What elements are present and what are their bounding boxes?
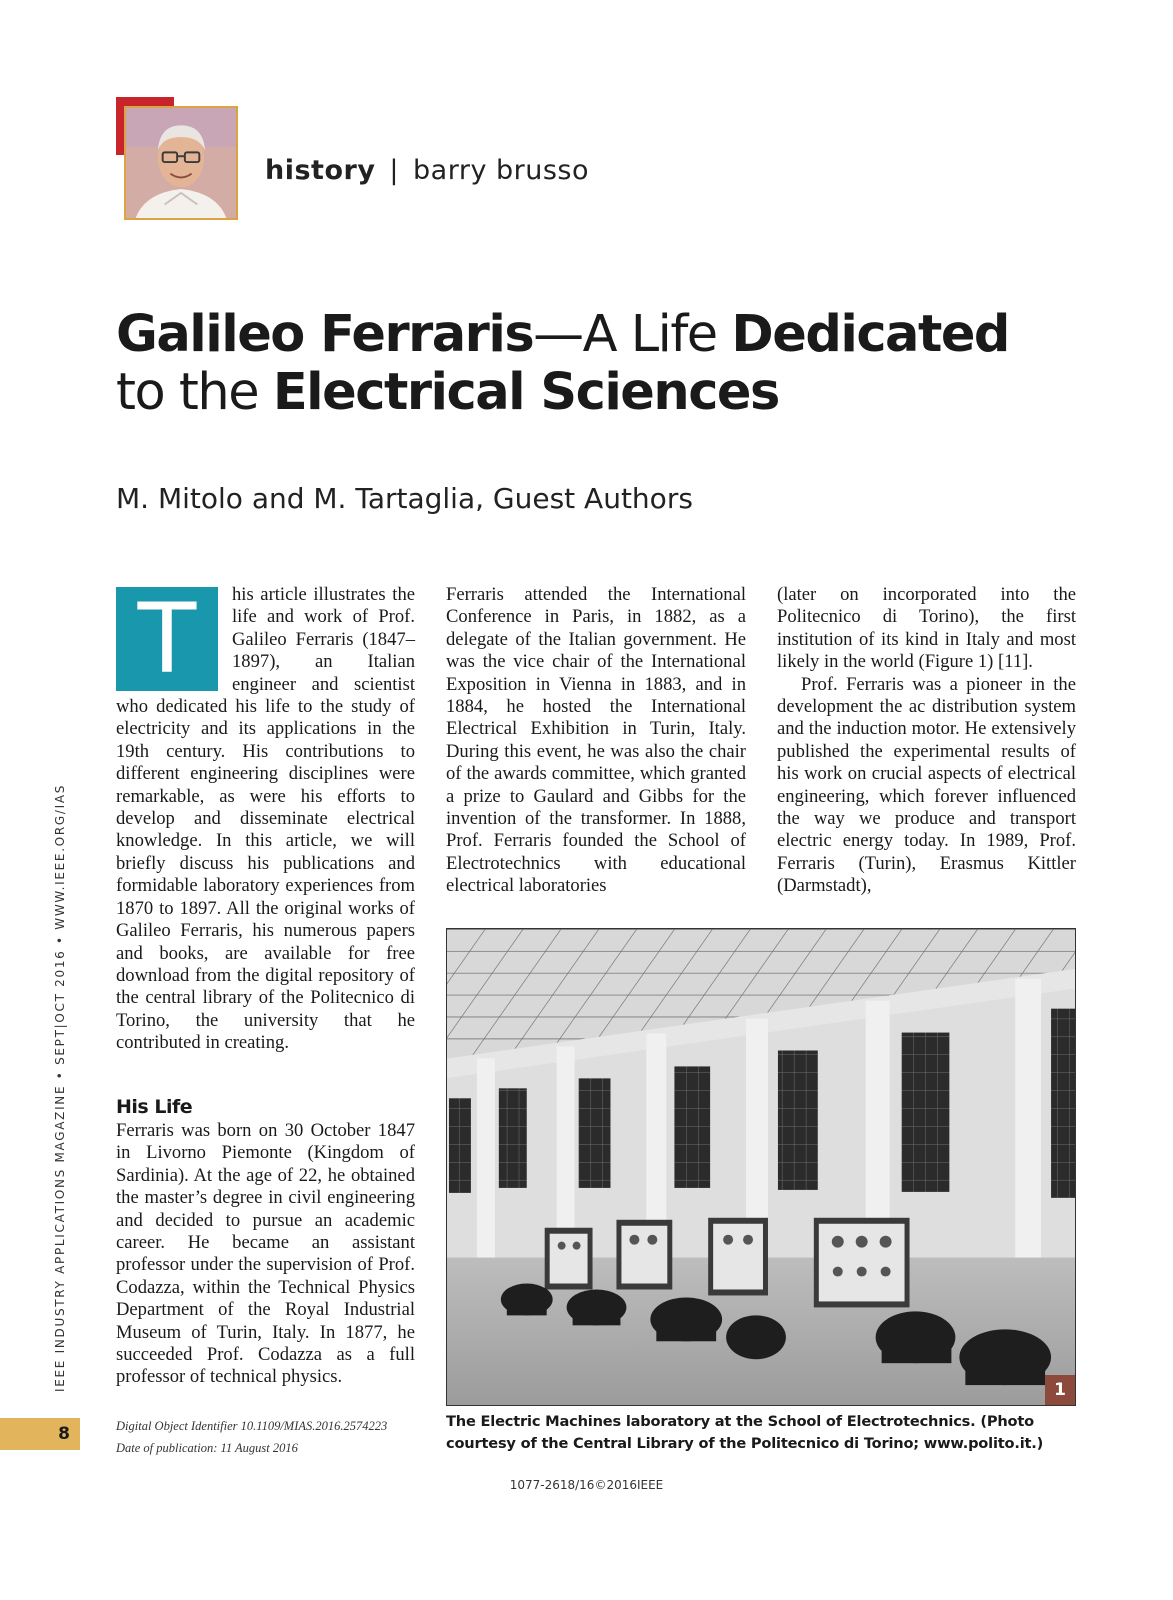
figure-caption: The Electric Machines laboratory at the School of Electrotechnics. (Photo courtesy of the Central Library of the Politecnico di Torino; www.polito.it.) xyxy=(446,1413,1044,1452)
doi-line: Digital Object Identifier 10.1109/MIAS.2016.2574223 xyxy=(116,1419,388,1433)
column-3-paragraph-2: Prof. Ferraris was a pioneer in the development the ac distribution system and the induction motor. He extensively published the experimental results of his work on crucial aspects of electrical engineering, which forever influenced the way we produce and transport electric energy today. In 1989, Prof. Ferraris (Turin), Erasmus Kittler (Darmstadt), xyxy=(777,673,1076,897)
department-label: history xyxy=(265,155,376,186)
title-part-4: to the xyxy=(116,363,273,422)
body-column-1-continued xyxy=(116,1120,415,1389)
body-column-2 xyxy=(446,584,746,898)
title-part-3: Dedicated xyxy=(731,305,1009,364)
column-3-paragraph-1: (later on incorporated into the Politecnico di Torino), the first institution of its kind in Italy and most likely in the world (Figure 1) [11]. xyxy=(777,584,1076,673)
kicker-separator: | xyxy=(389,155,400,186)
column-kicker xyxy=(265,155,589,186)
intro-paragraph: his article illustrates the life and work of Prof. Galileo Ferraris (1847–1897), an Italian engineer and scientist who dedicated his life to the study of electricity and its applications in the 19th century. His contributions to different engineering disciplines were remarkable, as were his efforts to develop and disseminate electrical knowledge. In this article, we will briefly discuss his publications and formidable laboratory experiences from 1870 to 1897. All the original works of Galileo Ferraris, his numerous papers and books, are available for free download from the digital repository of the central library of the Politecnico di Torino, the university that he contributed in creating. xyxy=(116,584,415,1054)
article-authors: M. Mitolo and M. Tartaglia, Guest Authors xyxy=(116,482,693,515)
life-paragraph: Ferraris was born on 30 October 1847 in Livorno Piemonte (Kingdom of Sardinia). At the age of 22, he obtained the master’s degree in civil engineering and decided to pursue an academic career. He became an assistant professor under the supervision of Prof. Codazza, within the Technical Physics Department of the Royal Industrial Museum of Turin, Italy. In 1877, he succeeded Prof. Codazza as a full professor of technical physics. xyxy=(116,1120,415,1388)
drop-cap: T xyxy=(116,587,218,691)
title-part-5: Electrical Sciences xyxy=(272,363,779,422)
article-title xyxy=(116,306,1076,422)
figure-laboratory-photo xyxy=(446,928,1076,1406)
column-2-paragraph: Ferraris attended the International Conference in Paris, in 1882, as a delegate of the Italian government. He was the vice chair of the International Exposition in Vienna in 1883, and in 1884, he hosted the International Electrical Exhibition in Turin, Italy. During this event, he was also the chair of the awards committee, which granted a prize to Gaulard and Gibbs for the invention of the transformer. In 1888, Prof. Ferraris founded the School of Electrotechnics with educational electrical laboratories xyxy=(446,584,746,897)
page-number-tab xyxy=(0,1418,80,1450)
body-column-3 xyxy=(777,584,1076,898)
publication-date: Date of publication: 11 August 2016 xyxy=(116,1441,298,1455)
body-column-1 xyxy=(116,584,415,1055)
portrait-illustration xyxy=(126,108,236,218)
title-part-2: —A Life xyxy=(533,305,732,364)
columnist-portrait xyxy=(124,106,238,220)
figure-number-badge: 1 xyxy=(1045,1375,1075,1405)
title-part-1: Galileo Ferraris xyxy=(116,305,534,364)
running-side-text: IEEE INDUSTRY APPLICATIONS MAGAZINE • SEPT|OCT 2016 • WWW.IEEE.ORG/IAS xyxy=(53,783,67,1392)
page-number: 8 xyxy=(58,1424,70,1444)
laboratory-photo-illustration xyxy=(447,929,1075,1405)
doi-block xyxy=(116,1415,387,1459)
section-heading: His Life xyxy=(116,1096,193,1118)
copyright-line: 1077-2618/16©2016IEEE xyxy=(509,1478,664,1492)
columnist-name: barry brusso xyxy=(413,155,590,186)
